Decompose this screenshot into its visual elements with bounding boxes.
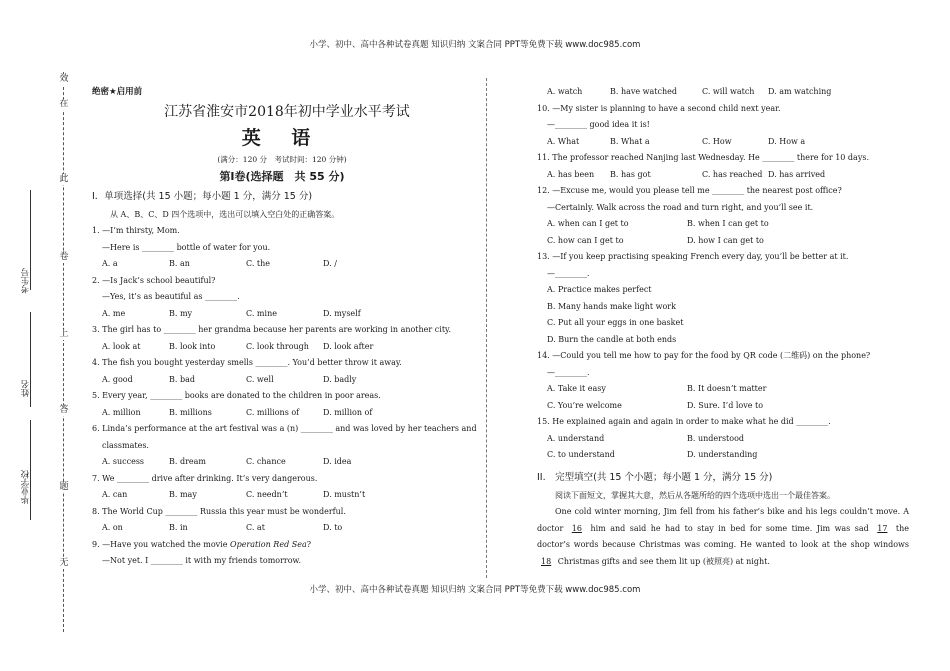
- section-two-instruction: 阅读下面短文，掌握其大意，然后从各题所给的四个选项中选出一个最佳答案。: [555, 490, 835, 500]
- question-stem: 2. —Is Jack’s school beautiful?: [92, 275, 216, 285]
- question-stem: 14. —Could you tell me how to pay for the food by QR code (二维码) on the phone?: [537, 351, 871, 360]
- option: C. chance: [246, 457, 286, 466]
- option: A. has been: [547, 169, 595, 179]
- question-options: [92, 454, 472, 471]
- option: D. badly: [323, 374, 357, 384]
- option: B. dream: [169, 457, 206, 466]
- option: D. million of: [323, 407, 373, 417]
- question-options: [537, 233, 909, 250]
- binding-char: 效: [56, 74, 72, 85]
- question-options: [92, 339, 472, 356]
- stem-text: ?: [306, 539, 312, 549]
- question-stem: —________.: [547, 367, 590, 377]
- question-stem: 8. The World Cup ________ Russia this year must be wonderful.: [92, 506, 346, 516]
- option: B. What a: [610, 136, 650, 146]
- option: A. look at: [102, 341, 141, 351]
- option: D. am watching: [768, 87, 832, 96]
- option: B. when I can get to: [687, 219, 769, 228]
- school-label: 毕业学校: [21, 470, 31, 504]
- candidate-number-label: 考生号: [21, 268, 31, 294]
- option: A. a: [102, 259, 118, 268]
- option: D. idea: [323, 457, 352, 466]
- question-stem: 7. We ________ drive after drinking. It’s very dangerous.: [92, 473, 318, 483]
- section-two-heading: II. 完型填空(共 15 个小题；每小题 1 分，满分 15 分): [537, 471, 773, 483]
- option: A. What: [547, 136, 580, 146]
- option: A. can: [102, 490, 128, 499]
- question-options: [537, 167, 909, 184]
- question-stem: —Yes, it’s as beautiful as ________.: [102, 292, 240, 301]
- option: B. look into: [169, 341, 216, 351]
- passage-text: Christmas gifts and see them lit up (被照亮) at night.: [557, 556, 770, 566]
- binding-char: 无: [56, 558, 72, 569]
- option: A. million: [102, 407, 141, 417]
- option: C. how can I get to: [547, 235, 624, 245]
- option: B. may: [169, 490, 197, 499]
- question-options: [92, 487, 472, 504]
- option: D. how I can get to: [687, 235, 764, 245]
- left-column: [92, 84, 477, 570]
- school-line: [30, 420, 31, 520]
- binding-char: 题: [56, 482, 72, 493]
- blank-17: 17: [877, 523, 888, 533]
- column-divider: [486, 78, 487, 578]
- exam-title: 江苏省淮安市2018年初中学业水平考试: [164, 103, 410, 120]
- option: C. well: [246, 374, 274, 384]
- option: B. millions: [169, 407, 212, 417]
- option: A. me: [102, 308, 126, 318]
- option: B. in: [169, 523, 188, 532]
- option: B. my: [169, 308, 193, 318]
- name-line: [30, 312, 31, 407]
- option: B. has got: [610, 169, 651, 179]
- option: D. Sure. I’d love to: [687, 400, 764, 410]
- question-stem: [92, 537, 472, 554]
- option: C. millions of: [246, 407, 300, 417]
- option: A. Take it easy: [547, 384, 606, 393]
- option: C. to understand: [547, 450, 615, 459]
- option: C. needn’t: [246, 490, 288, 499]
- question-stem: 6. Linda’s performance at the art festival was a (n) ________ and was loved by her teachers and: [92, 424, 477, 433]
- blank-16: 16: [571, 523, 582, 533]
- question-stem: 10. —My sister is planning to have a second child next year.: [537, 103, 781, 113]
- passage-text: One cold winter morning, Jim fell from his father’s bike and his legs couldn’t move. A doctor: [537, 507, 909, 533]
- question-stem: 11. The professor reached Nanjing last Wednesday. He ________ there for 10 days.: [537, 153, 869, 162]
- question-stem: 4. The fish you bought yesterday smells ________. You’d better throw it away.: [92, 358, 402, 367]
- option: C. will watch: [702, 87, 755, 96]
- blank-18: 18: [541, 556, 552, 566]
- question-options: [537, 216, 909, 233]
- stem-text: 9. —Have you watched the movie: [92, 539, 231, 549]
- question-options: [92, 372, 472, 389]
- movie-title: Operation Red Sea: [230, 539, 307, 549]
- name-label: 姓名: [21, 380, 31, 397]
- question-stem: —________.: [547, 268, 590, 278]
- section-one-heading: Ⅰ．单项选择(共 15 小题；每小题 1 分，满分 15 分): [92, 190, 313, 202]
- confidential-mark: 绝密★启用前: [92, 87, 143, 97]
- option: A. good: [102, 374, 133, 384]
- option: D. to: [323, 523, 343, 532]
- question-stem: 15. He explained again and again in order to make what he did ________.: [537, 417, 831, 426]
- option: C. How: [702, 136, 732, 146]
- option: B. Many hands make light work: [547, 301, 676, 311]
- option: A. success: [102, 457, 145, 466]
- question-options: [537, 398, 909, 415]
- exam-info: (满分：120 分 考试时间：120 分钟): [217, 154, 347, 164]
- question-stem: —Certainly. Walk across the road and turn right, and you’ll see it.: [547, 202, 814, 212]
- option: B. have watched: [610, 87, 678, 96]
- option: D. /: [323, 259, 337, 268]
- question-options: [537, 431, 909, 448]
- question-options: [92, 405, 472, 422]
- binding-char: 答: [56, 405, 72, 416]
- option: D. myself: [323, 308, 361, 318]
- question-options: [92, 306, 472, 323]
- option: C. at: [246, 523, 265, 532]
- question-options: [537, 84, 909, 101]
- option: C. look through: [246, 341, 309, 351]
- question-stem: 5. Every year, ________ books are donated to the children in poor areas.: [92, 391, 381, 400]
- question-options: [92, 520, 472, 537]
- option: A. on: [102, 523, 123, 532]
- binding-char: 在: [56, 99, 72, 110]
- question-stem: 1. —I’m thirsty, Mom.: [92, 226, 180, 235]
- question-options: [537, 134, 909, 151]
- cloze-passage: [537, 504, 909, 570]
- option: C. mine: [246, 308, 277, 318]
- option: D. has arrived: [768, 169, 826, 179]
- question-options: [92, 256, 472, 273]
- question-options: [537, 447, 909, 464]
- binding-warning-text: [56, 72, 72, 632]
- option: A. when can I get to: [547, 219, 629, 228]
- question-stem: 3. The girl has to ________ her grandma because her parents are working in another city.: [92, 325, 452, 334]
- option: B. It doesn’t matter: [687, 384, 767, 393]
- footer-banner: 小学、初中、高中各种试卷真题 知识归纳 文案合同 PPT等免费下载 www.doc985.com: [309, 585, 641, 595]
- option: D. How a: [768, 136, 806, 146]
- header-banner: 小学、初中、高中各种试卷真题 知识归纳 文案合同 PPT等免费下载 www.doc985.com: [309, 40, 641, 50]
- question-stem: 12. —Excuse me, would you please tell me ________ the nearest post office?: [537, 186, 842, 195]
- passage-text: the doctor’s words because Christmas was coming. He wanted to look at the shop windows: [537, 523, 910, 549]
- question-stem: —Here is ________ bottle of water for you.: [102, 242, 271, 252]
- question-stem: —Not yet. I ________ it with my friends tomorrow.: [102, 556, 301, 565]
- exam-subject: 英 语: [241, 126, 323, 149]
- option: C. has reached: [702, 169, 763, 179]
- right-column: [537, 84, 909, 570]
- option: C. Put all your eggs in one basket: [547, 318, 684, 327]
- option: D. mustn’t: [323, 490, 366, 499]
- option: A. Practice makes perfect: [547, 285, 652, 294]
- option: B. bad: [169, 374, 195, 384]
- question-stem: —________ good idea it is!: [547, 120, 650, 129]
- option: B. understood: [687, 433, 745, 443]
- option: A. watch: [547, 87, 583, 96]
- part-one-heading: 第Ⅰ卷(选择题 共 55 分): [219, 169, 345, 183]
- question-stem: 13. —If you keep practising speaking French every day, you’ll be better at it.: [537, 252, 849, 261]
- option: C. the: [246, 259, 271, 268]
- binding-char: 卷: [56, 252, 72, 263]
- question-stem: classmates.: [102, 440, 149, 450]
- option: D. understanding: [687, 450, 758, 459]
- passage-text: him and said he had to stay in bed for some time. Jim was sad: [590, 523, 869, 533]
- binding-char: 上: [56, 329, 72, 340]
- section-one-instruction: 从 A、B、C、D 四个选项中，选出可以填入空白处的正确答案。: [110, 209, 340, 219]
- option: A. understand: [547, 433, 605, 443]
- option: C. You’re welcome: [547, 400, 622, 410]
- question-options: [537, 381, 909, 398]
- candidate-number-line: [30, 190, 31, 290]
- option: D. Burn the candle at both ends: [547, 334, 677, 344]
- binding-char: 此: [56, 174, 72, 185]
- option: B. an: [169, 259, 190, 268]
- option: D. look after: [323, 341, 374, 351]
